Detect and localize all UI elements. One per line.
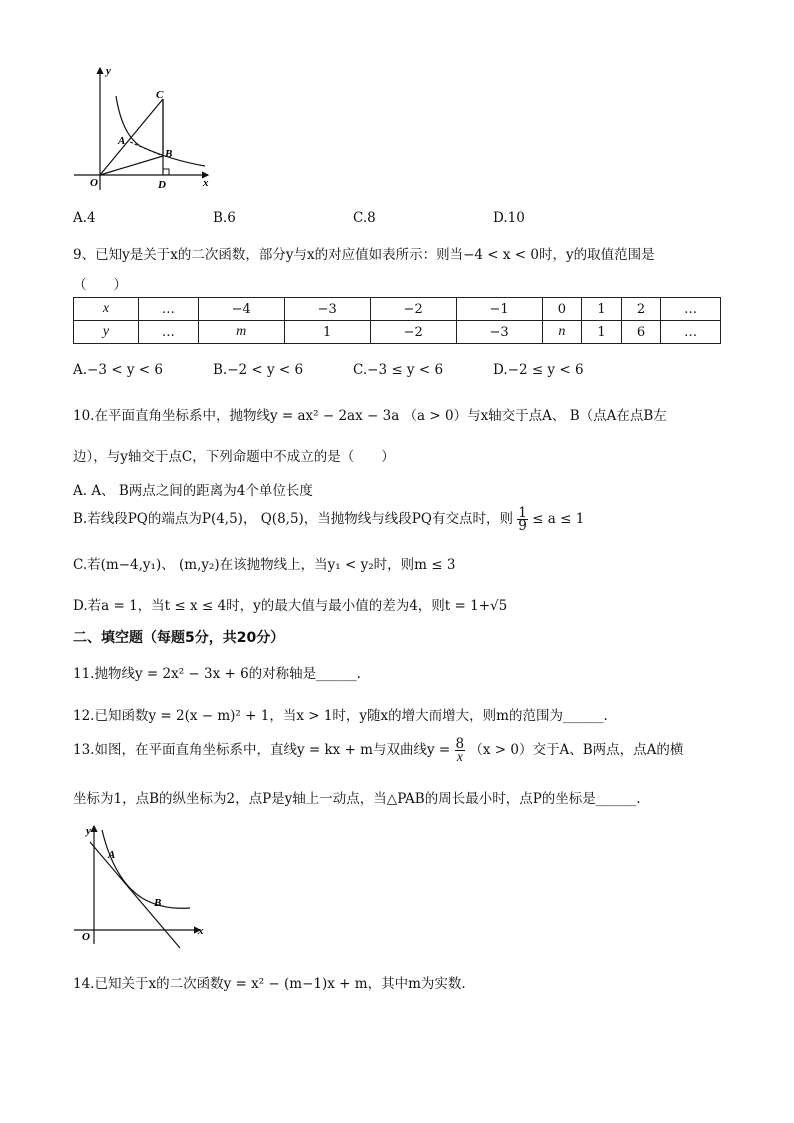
label-a: A	[118, 135, 126, 147]
q13-line1-text: 13.如图，在平面直角坐标系中，直线y = kx + m与双曲线y =	[73, 742, 451, 758]
q14: 14.已知关于x的二次函数y = x² − (m−1)x + m，其中m为实数.	[73, 976, 466, 992]
table-cell: …	[139, 298, 199, 321]
q9-value-table	[73, 297, 721, 344]
table-cell: −2	[370, 298, 456, 321]
table-row-y	[74, 321, 721, 344]
section-heading: 二、填空题（每题5分，共20分）	[73, 630, 285, 646]
label-o: O	[90, 177, 98, 189]
hyperbola-curve	[116, 96, 205, 166]
label-y: y	[86, 825, 91, 837]
label-o: O	[82, 931, 90, 943]
q8-option-d: D.10	[493, 210, 525, 226]
table-cell: …	[661, 321, 721, 344]
q10-option-d: D.若a = 1，当t ≤ x ≤ 4时，y的最大值与最小值的差为4，则t = 1+√5	[73, 598, 508, 614]
label-x: x	[203, 177, 209, 189]
segment-oc	[100, 99, 163, 175]
table-cell: −3	[284, 298, 370, 321]
table-cell: …	[661, 298, 721, 321]
right-angle-mark	[163, 169, 169, 175]
segment-ob	[100, 156, 163, 175]
label-d: D	[158, 179, 166, 191]
q9-option-b: B.−2 < y < 6	[213, 362, 304, 378]
label-b: B	[154, 897, 162, 909]
label-a: A	[108, 849, 116, 861]
q11: 11.抛物线y = 2x² − 3x + 6的对称轴是______.	[73, 666, 361, 682]
label-c: C	[156, 89, 164, 101]
table-cell: 1	[582, 298, 622, 321]
q13-line1	[73, 738, 683, 763]
fraction-one-ninth	[517, 507, 528, 532]
q8-option-a: A.4	[73, 210, 96, 226]
q8-figure	[70, 62, 220, 197]
q10-option-b	[73, 507, 584, 532]
q13-line2: 坐标为1，点B的纵坐标为2，点P是y轴上一动点，当△PAB的周长最小时，点P的坐标是______.	[73, 791, 641, 807]
table-cell: m	[198, 321, 284, 344]
table-cell: −1	[456, 298, 542, 321]
q10-stem-line1: 10.在平面直角坐标系中，抛物线y = ax² − 2ax − 3a （a > 0）与x轴交于点A、 B（点A在点B左	[73, 408, 667, 424]
line-ab	[90, 842, 180, 948]
table-cell: …	[139, 321, 199, 344]
fraction-numerator: 8	[455, 736, 465, 752]
q12: 12.已知函数y = 2(x − m)² + 1，当x > 1时，y随x的增大而增大，则m的范围为______.	[73, 708, 608, 724]
table-cell: −2	[370, 321, 456, 344]
table-cell: 1	[582, 321, 622, 344]
table-cell: −3	[456, 321, 542, 344]
q13-line1-tail: （x > 0）交于A、B两点，点A的横	[469, 742, 684, 758]
q10-option-b-tail: ≤ a ≤ 1	[532, 511, 585, 527]
q10-stem-line2: 边），与y轴交于点C，下列命题中不成立的是（ ）	[73, 449, 395, 465]
q8-option-b: B.6	[213, 210, 236, 226]
label-x: x	[198, 925, 204, 937]
q10-option-a: A. A、 B两点之间的距离为4个单位长度	[73, 483, 313, 499]
q9-stem: 9、已知y是关于x的二次函数，部分y与x的对应值如表所示：则当−4 < x < 0时，y的取值范围是	[73, 247, 655, 263]
fraction-numerator: 1	[518, 505, 527, 521]
fraction-eight-over-x	[455, 738, 466, 763]
q10-option-c: C.若(m−4,y₁)、 (m,y₂)在该抛物线上，当y₁ < y₂时，则m ≤ 3	[73, 557, 456, 573]
table-cell: −4	[198, 298, 284, 321]
segment-ab	[130, 142, 163, 156]
table-cell: x	[74, 298, 139, 321]
fraction-denominator: 9	[518, 518, 527, 534]
table-cell: 1	[284, 321, 370, 344]
q9-option-c: C.−3 ≤ y < 6	[353, 362, 444, 378]
hyperbola-curve	[102, 830, 190, 908]
table-cell: y	[74, 321, 139, 344]
table-row-x	[74, 298, 721, 321]
q9-option-d: D.−2 ≤ y < 6	[493, 362, 584, 378]
table-cell: 2	[621, 298, 661, 321]
table-cell: 6	[621, 321, 661, 344]
q10-option-b-text: B.若线段PQ的端点为P(4,5)， Q(8,5)，当抛物线与线段PQ有交点时，则	[73, 511, 513, 527]
label-b: B	[165, 148, 173, 160]
fraction-denominator: x	[456, 749, 463, 764]
q9-paren: （ ）	[73, 277, 127, 293]
q8-option-c: C.8	[353, 210, 376, 226]
label-y: y	[106, 65, 111, 77]
q9-option-a: A.−3 < y < 6	[73, 362, 163, 378]
table-cell: n	[542, 321, 582, 344]
table-cell: 0	[542, 298, 582, 321]
q13-figure	[72, 820, 212, 950]
